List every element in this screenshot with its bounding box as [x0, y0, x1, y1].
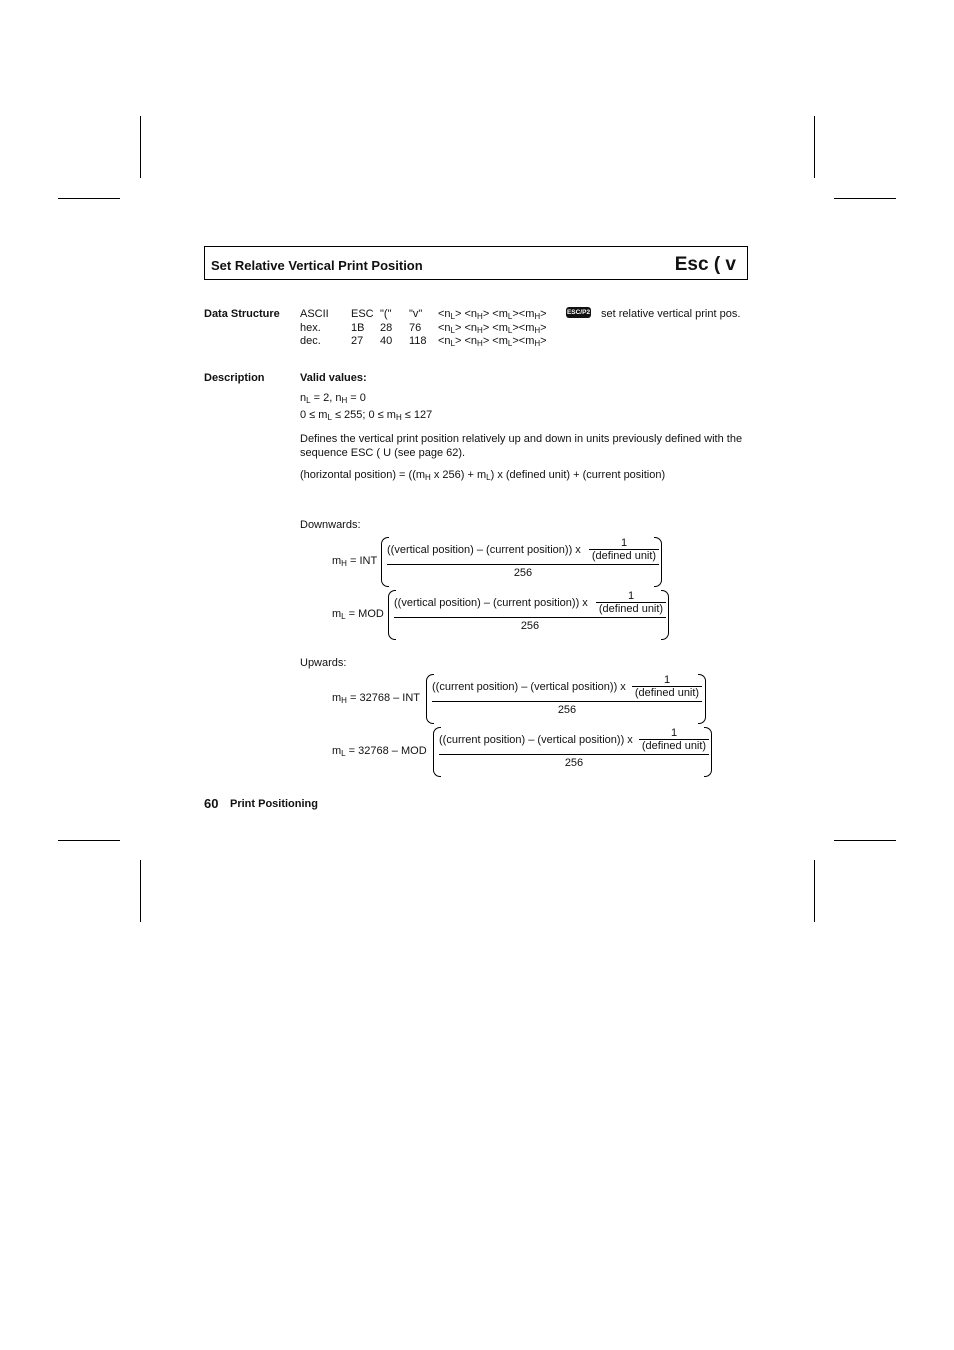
formula-lhs: $m_L = 32768$ – MOD — [332, 745, 427, 758]
row-type: ASCII — [300, 308, 329, 320]
formula-numerator: ((current position) – (vertical position)) x — [439, 734, 633, 746]
formula-upwards-ml — [332, 727, 714, 779]
row-type: hex. — [300, 322, 321, 334]
crop-mark — [834, 198, 896, 199]
valid-values-m: $0 \le m_L \le 255$; $0 \le m_H \le 127$ — [300, 409, 433, 422]
esc-p2-badge: ESC/P2 — [566, 309, 591, 316]
data-structure-label: Data Structure — [204, 308, 280, 320]
formula-lhs: $m_L$ = MOD — [332, 608, 384, 621]
valid-values-label: Valid values: — [300, 372, 367, 384]
row-params: $<n_L> <n_H> <m_L><m_H>$ — [438, 335, 547, 348]
right-paren — [654, 537, 662, 587]
right-paren — [661, 590, 669, 640]
fraction-bar — [387, 564, 659, 565]
row-byte1: 27 — [351, 335, 364, 347]
row-params: $<n_L> <n_H> <m_L><m_H>$ — [438, 322, 547, 335]
crop-mark — [814, 116, 815, 178]
position-equation: (horizontal position) = (($m_H$ x $256) + m_L$) x (defined unit) + (current position) — [300, 469, 666, 482]
row-byte3: "v" — [409, 308, 423, 320]
right-paren — [698, 674, 706, 724]
fraction-bar — [432, 701, 702, 702]
section-header — [204, 246, 748, 280]
description-paragraph: Defines the vertical print position relatively up and down in units previously defined with the sequence ESC ( U (see page 62). — [300, 433, 743, 459]
unit-fraction: 1 (defined unit) — [632, 674, 702, 699]
row-type: dec. — [300, 335, 321, 347]
row-byte2: "(" — [380, 308, 392, 320]
footer-section-title: Print Positioning — [230, 798, 318, 810]
formula-lhs: $m_H = 32768$ – INT — [332, 692, 421, 705]
unit-fraction: 1 (defined unit) — [596, 590, 666, 615]
valid-values-n: $n_L = 2$, $n_H = 0$ — [300, 392, 366, 405]
page-number: 60 — [204, 796, 219, 811]
row-byte3: 76 — [409, 322, 422, 334]
row-byte2: 40 — [380, 335, 393, 347]
formula-denominator: 256 — [564, 757, 584, 769]
formula-numerator: ((vertical position) – (current position)) x — [387, 544, 581, 556]
formula-downwards-mh — [332, 537, 662, 589]
fraction-bar — [439, 754, 709, 755]
crop-mark — [140, 116, 141, 178]
upwards-label: Upwards: — [300, 657, 347, 669]
crop-mark — [58, 198, 120, 199]
downwards-label: Downwards: — [300, 519, 361, 531]
formula-numerator: ((vertical position) – (current position)) x — [394, 597, 588, 609]
row-byte1: 1B — [351, 322, 365, 334]
right-paren — [704, 727, 712, 777]
formula-lhs: $m_H$ = INT — [332, 555, 378, 568]
formula-downwards-ml — [332, 590, 670, 642]
formula-denominator: 256 — [557, 704, 577, 716]
section-title: Set Relative Vertical Print Position — [211, 258, 423, 273]
crop-mark — [140, 860, 141, 922]
formula-denominator: 256 — [520, 620, 540, 632]
crop-mark — [814, 860, 815, 922]
crop-mark — [58, 840, 120, 841]
command-note: set relative vertical print pos. — [601, 308, 741, 320]
formula-numerator: ((current position) – (vertical position)) x — [432, 681, 626, 693]
crop-mark — [834, 840, 896, 841]
command-code: Esc ( v — [674, 254, 736, 275]
unit-fraction: 1 (defined unit) — [589, 537, 659, 562]
unit-fraction: 1 (defined unit) — [639, 727, 709, 752]
row-byte3: 118 — [409, 335, 427, 347]
formula-upwards-mh — [332, 674, 708, 726]
formula-denominator: 256 — [513, 567, 533, 579]
row-byte2: 28 — [380, 322, 393, 334]
fraction-bar — [394, 617, 666, 618]
row-params: $<n_L> <n_H> <m_L><m_H>$ — [438, 308, 547, 321]
description-label: Description — [204, 372, 265, 384]
row-byte1: ESC — [351, 308, 374, 320]
